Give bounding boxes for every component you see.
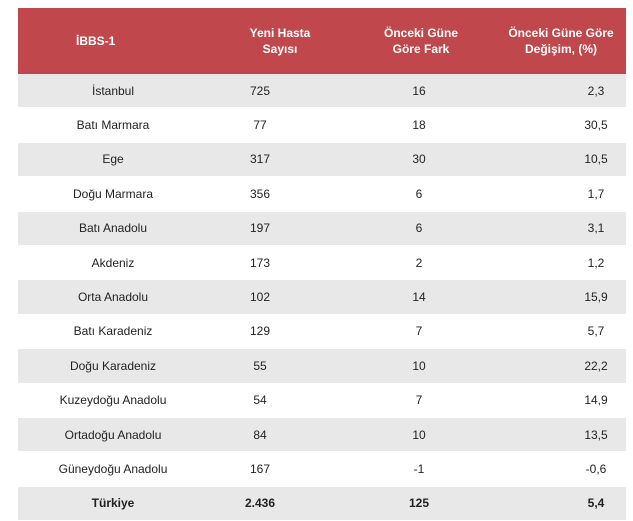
region-name: Doğu Marmara — [18, 177, 214, 211]
difference-value: 16 — [346, 74, 496, 108]
region-name: Kuzeydoğu Anadolu — [18, 383, 214, 417]
change-percent-value: 1,2 — [496, 245, 626, 279]
difference-value: -1 — [346, 452, 496, 486]
table-body — [18, 74, 626, 521]
table-row — [18, 383, 626, 417]
region-name: Batı Anadolu — [18, 211, 214, 245]
difference-value: 30 — [346, 142, 496, 176]
change-percent-value: 30,5 — [496, 108, 626, 142]
table-row — [18, 417, 626, 451]
header-daily-difference — [346, 8, 496, 74]
new-cases-value: 356 — [214, 177, 346, 211]
new-cases-value: 102 — [214, 280, 346, 314]
region-name: Batı Karadeniz — [18, 314, 214, 348]
change-percent-value: 13,5 — [496, 417, 626, 451]
total-row — [18, 486, 626, 520]
region-table-container — [18, 8, 626, 521]
change-percent-value: 1,7 — [496, 177, 626, 211]
table-row — [18, 245, 626, 279]
new-cases-value: 173 — [214, 245, 346, 279]
difference-value: 7 — [346, 383, 496, 417]
table-row — [18, 349, 626, 383]
new-cases-value: 129 — [214, 314, 346, 348]
new-cases-value: 77 — [214, 108, 346, 142]
difference-value: 6 — [346, 211, 496, 245]
table-row — [18, 177, 626, 211]
change-percent-value: 10,5 — [496, 142, 626, 176]
region-name: Batı Marmara — [18, 108, 214, 142]
new-cases-value: 317 — [214, 142, 346, 176]
new-cases-value: 167 — [214, 452, 346, 486]
region-name: İstanbul — [18, 74, 214, 108]
difference-value: 2 — [346, 245, 496, 279]
new-cases-value: 197 — [214, 211, 346, 245]
header-new-cases — [214, 8, 346, 74]
difference-value: 7 — [346, 314, 496, 348]
header-new-cases-label: Yeni Hasta Sayısı — [249, 26, 311, 56]
region-name: Doğu Karadeniz — [18, 349, 214, 383]
total-new-cases-value: 2.436 — [214, 486, 346, 520]
header-daily-change-percent-label: Önceki Güne Göre Değişim, (%) — [508, 26, 614, 56]
total-change-percent-value: 5,4 — [496, 486, 626, 520]
region-name: Akdeniz — [18, 245, 214, 279]
difference-value: 18 — [346, 108, 496, 142]
change-percent-value: 14,9 — [496, 383, 626, 417]
region-name: Güneydoğu Anadolu — [18, 452, 214, 486]
change-percent-value: -0,6 — [496, 452, 626, 486]
header-daily-change-percent — [496, 8, 626, 74]
table-row — [18, 142, 626, 176]
difference-value: 10 — [346, 349, 496, 383]
region-name: Orta Anadolu — [18, 280, 214, 314]
new-cases-value: 84 — [214, 417, 346, 451]
change-percent-value: 5,7 — [496, 314, 626, 348]
difference-value: 10 — [346, 417, 496, 451]
change-percent-value: 2,3 — [496, 74, 626, 108]
header-region: İBBS-1 — [18, 8, 214, 74]
total-region-name: Türkiye — [18, 486, 214, 520]
change-percent-value: 3,1 — [496, 211, 626, 245]
region-name: Ortadoğu Anadolu — [18, 417, 214, 451]
header-row — [18, 8, 626, 74]
change-percent-value: 15,9 — [496, 280, 626, 314]
new-cases-value: 55 — [214, 349, 346, 383]
table-row — [18, 211, 626, 245]
table-row — [18, 280, 626, 314]
new-cases-value: 54 — [214, 383, 346, 417]
new-cases-value: 725 — [214, 74, 346, 108]
table-header — [18, 8, 626, 74]
difference-value: 6 — [346, 177, 496, 211]
difference-value: 14 — [346, 280, 496, 314]
table-row — [18, 452, 626, 486]
table-row — [18, 314, 626, 348]
change-percent-value: 22,2 — [496, 349, 626, 383]
total-difference-value: 125 — [346, 486, 496, 520]
region-name: Ege — [18, 142, 214, 176]
table-row — [18, 74, 626, 108]
header-daily-difference-label: Önceki Güne Göre Fark — [383, 26, 459, 56]
new-cases-by-region-table — [18, 8, 626, 521]
table-row — [18, 108, 626, 142]
